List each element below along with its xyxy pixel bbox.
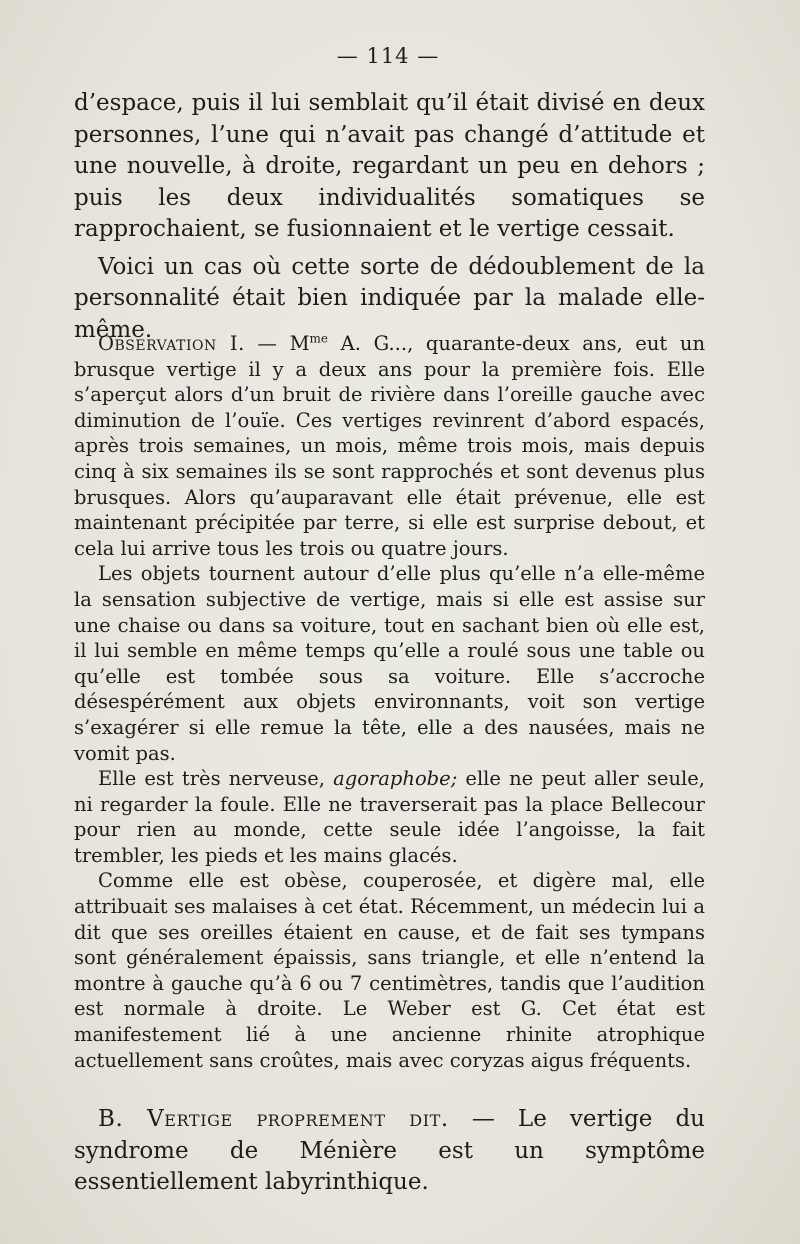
observation-label: Observation I. bbox=[98, 332, 245, 355]
observation-dash: — bbox=[244, 332, 290, 355]
observation-p3-italic: agoraphobe; bbox=[333, 767, 458, 791]
intro-paragraph-2: Voici un cas où cette sorte de dédoublement de la personnalité était bien indiquée par la malade elle-même. bbox=[74, 253, 705, 343]
observation-title-m: M bbox=[289, 332, 310, 355]
intro-paragraph-1: d’espace, puis il lui semblait qu’il était divisé en deux personnes, l’une qui n’avait pas changé d’attitude et une nouvelle, à droite, regardant un peu en dehors ; puis les deux individualités somatiques se rapprochaient, se fusionnaient et le vertige cessait. bbox=[74, 90, 705, 242]
observation-text-1: A. G..., quarante-deux ans, eut un brusque vertige il y a deux ans pour la première fois. Elle s’aperçut alors d’un bruit de rivière dans l’oreille gauche avec diminution de l’ouïe. Ces vertiges revinrent d’abord espacés, après trois semaines, un mois, même trois mois, mais depuis cinq à six semaines ils se sont rapprochés et sont devenus plus brusques. Alors qu’auparavant elle était prévenue, elle est maintenant précipitée par terre, si elle est surprise debout, et cela lui arrive tous les trois ou quatre jours. bbox=[74, 332, 706, 560]
observation-title-me: me bbox=[309, 331, 329, 346]
observation-p3-start: Elle est très nerveuse, bbox=[98, 767, 334, 791]
page-number: — 114 — bbox=[336, 44, 440, 68]
observation-paragraph-3 bbox=[74, 766, 705, 868]
section-text: Le vertige du syndrome de Ménière est un symptôme essentiellement labyrinthique. bbox=[74, 1106, 705, 1195]
observation-p3-end: elle ne peut aller seule, ni regarder la foule. Elle ne traverserait pas la place Bellecour pour rien au monde, cette seule idée l’angoisse, la fait trembler, les pieds et les mains glacés. bbox=[74, 767, 705, 867]
intro-text bbox=[74, 88, 705, 346]
observation-block bbox=[74, 331, 705, 1073]
section-b bbox=[74, 1104, 705, 1199]
section-heading: B. Vertige proprement dit. bbox=[98, 1106, 449, 1132]
observation-paragraph-4: Comme elle est obèse, couperosée, et digère mal, elle attribuait ses malaises à cet état. Récemment, un médecin lui a dit que ses oreilles étaient en cause, et de fait ses tympans sont généralement épaissis, sans triangle, et elle n’entend la montre à gauche qu’à 6 ou 7 centimètres, tandis que l’audition est normale à droite. Le Weber est G. Cet état est manifestement lié à une ancienne rhinite atrophique actuellement sans croûtes, mais avec coryzas aigus fréquents. bbox=[74, 869, 705, 1072]
section-b-paragraph bbox=[74, 1104, 705, 1199]
section-dash: — bbox=[448, 1106, 518, 1132]
observation-paragraph-2: Les objets tournent autour d’elle plus qu’elle n’a elle-même la sensation subjective de vertige, mais si elle est assise sur une chaise ou dans sa voiture, tout en sachant bien où elle est, il lui semble en même temps qu’elle a roulé sous une table ou qu’elle est tombée sous sa voiture. Elle s’accroche désespérément aux objets environnants, voit son vertige s’exagérer si elle remue la tête, elle a des nausées, mais ne vomit pas. bbox=[74, 562, 705, 765]
observation-paragraph-1 bbox=[74, 331, 705, 561]
